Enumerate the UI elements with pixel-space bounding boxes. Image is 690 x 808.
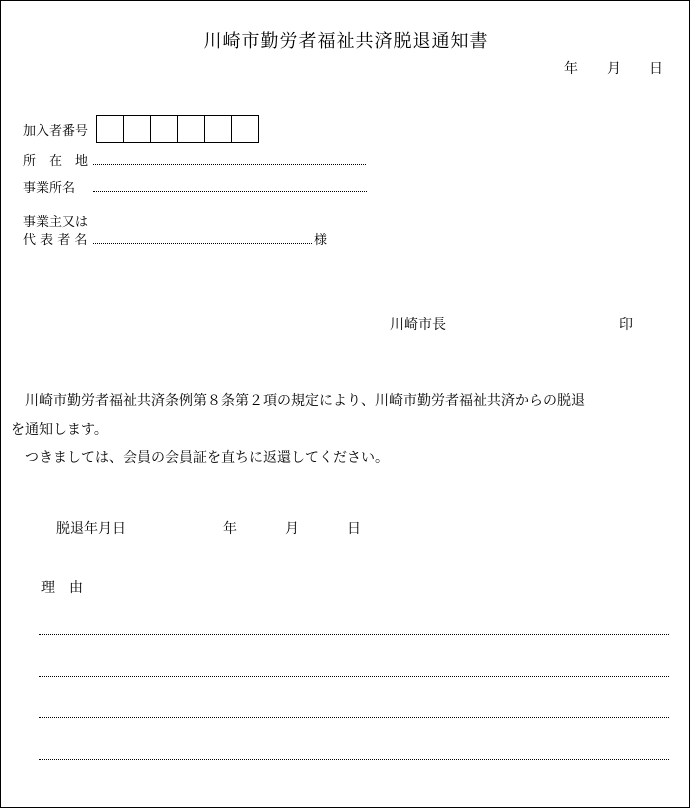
seal-mark: 印 <box>619 317 633 333</box>
address-label: 所 在 地 <box>23 154 89 169</box>
body-text-line3: つきましては、会員の会員証を直ちに返還してください。 <box>25 450 389 466</box>
reason-line[interactable] <box>39 759 669 760</box>
withdrawal-year: 年 <box>223 521 237 537</box>
member-number-digit-box[interactable] <box>96 115 124 143</box>
business-name-field-line[interactable] <box>93 191 367 192</box>
representative-label-line1: 事業主又は <box>23 215 89 230</box>
reason-line[interactable] <box>39 676 669 677</box>
address-field-line[interactable] <box>93 164 366 165</box>
member-number-label: 加入者番号 <box>23 124 89 139</box>
header-month: 月 <box>607 61 621 77</box>
business-name-label: 事業所名 <box>23 181 76 196</box>
member-number-digit-box[interactable] <box>204 115 232 143</box>
member-number-digit-box[interactable] <box>123 115 151 143</box>
body-text-line2: を通知します。 <box>11 422 108 438</box>
member-number-digit-box[interactable] <box>150 115 178 143</box>
reason-label: 理 由 <box>41 580 83 596</box>
representative-field-line[interactable] <box>93 243 312 244</box>
withdrawal-day: 日 <box>347 521 361 537</box>
header-year: 年 <box>564 61 578 77</box>
withdrawal-month: 月 <box>285 521 299 537</box>
honorific: 様 <box>314 233 328 248</box>
mayor-title: 川崎市長 <box>390 317 446 333</box>
member-number-digit-box[interactable] <box>231 115 259 143</box>
reason-line[interactable] <box>39 717 669 718</box>
body-text-line1: 川崎市勤労者福祉共済条例第８条第２項の規定により、川崎市勤労者福祉共済からの脱退 <box>25 393 585 409</box>
header-day: 日 <box>649 61 663 77</box>
reason-line[interactable] <box>39 634 669 635</box>
member-number-boxes[interactable] <box>96 115 259 143</box>
withdrawal-date-label: 脱退年月日 <box>56 521 126 537</box>
member-number-digit-box[interactable] <box>177 115 205 143</box>
representative-label-line2: 代 表 者 名 <box>23 233 88 248</box>
form-title: 川崎市勤労者福祉共済脱退通知書 <box>203 31 489 52</box>
